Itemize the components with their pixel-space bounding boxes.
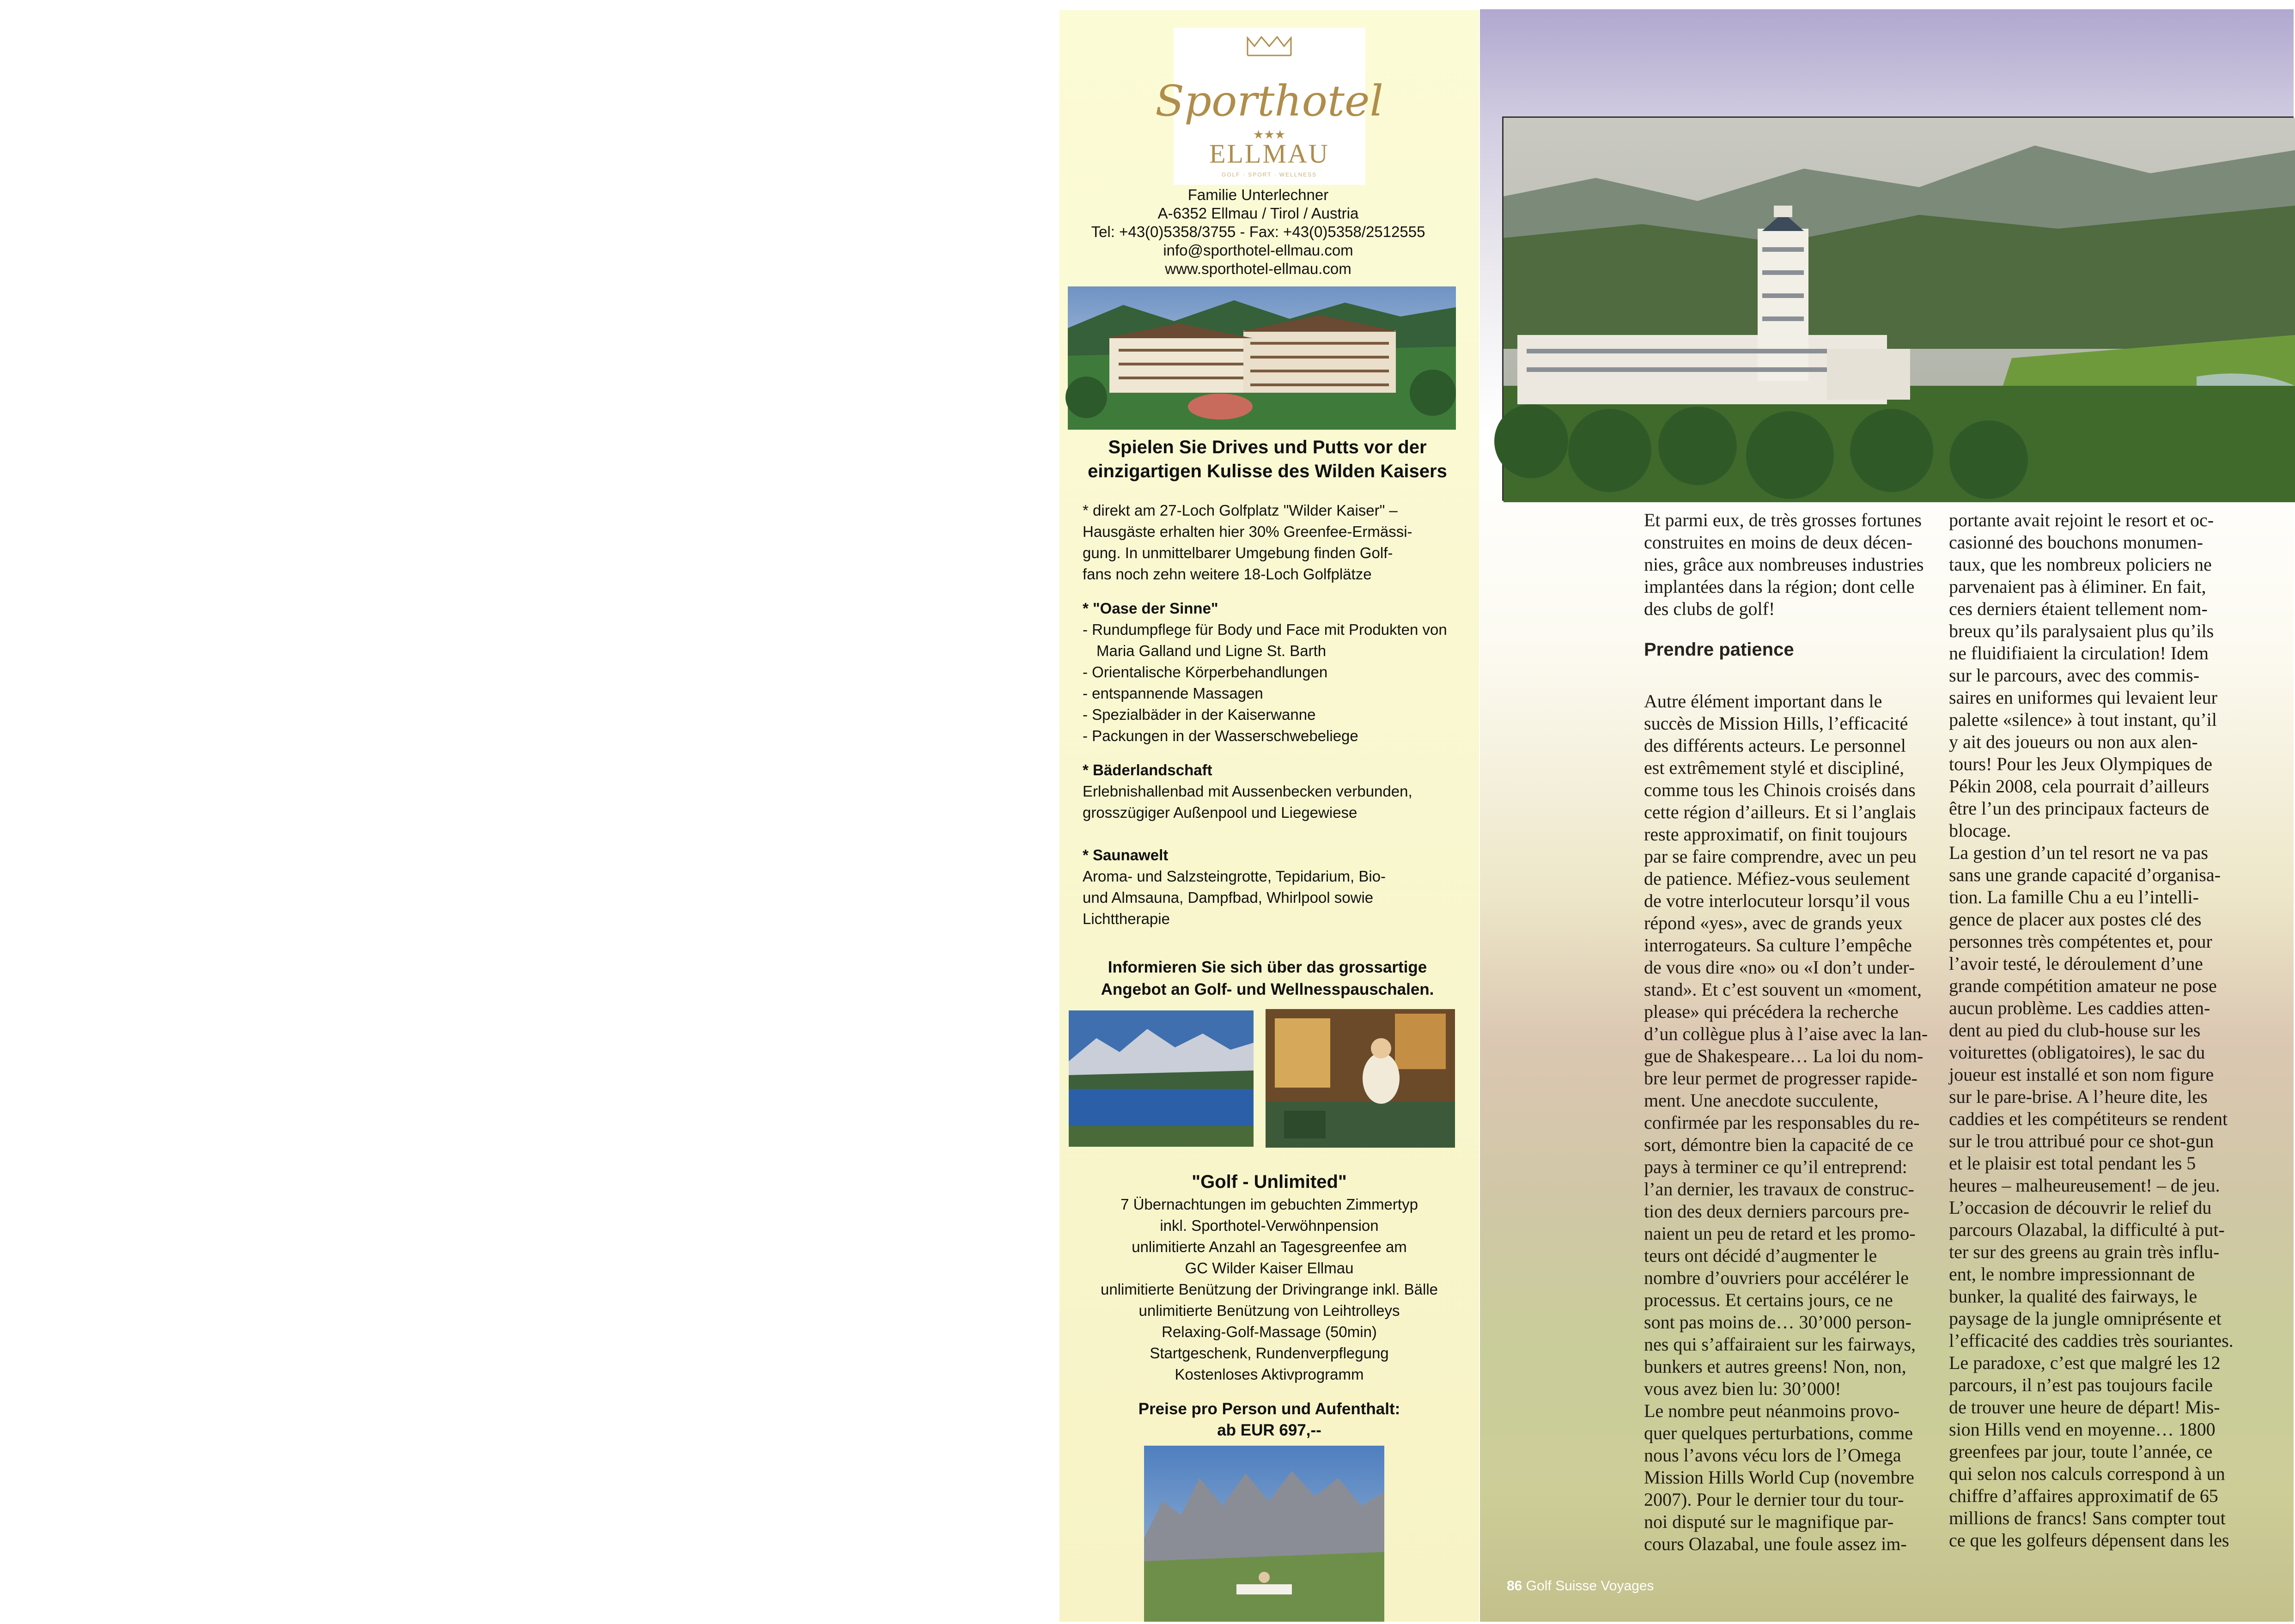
article-line: cours Olazabal, une foule assez im-	[1644, 1533, 1907, 1554]
article-line: parcours, il n’est pas toujours facile	[1949, 1375, 2213, 1395]
ad-headline	[1069, 435, 1466, 483]
feature-text-line: fans noch zehn weitere 18-Loch Golfplätze	[1083, 566, 1372, 583]
ad-headline-line: einzigartigen Kulisse des Wilden Kaisers	[1088, 461, 1447, 481]
article-line: comme tous les Chinois croisés dans	[1644, 779, 1916, 800]
offer-line: GC Wilder Kaiser Ellmau	[1185, 1259, 1354, 1277]
page-number: 86	[1507, 1578, 1522, 1594]
article-line: joueur est installé et son nom figure	[1949, 1064, 2214, 1085]
article-line: des différents acteurs. Le personnel	[1644, 735, 1906, 756]
article-line: construites en moins de deux décen-	[1644, 532, 1912, 553]
article-line: voiturettes (obligatoires), le sac du	[1949, 1042, 2205, 1063]
offer-line: unlimitierte Benützung von Leihtrolleys	[1138, 1302, 1400, 1319]
article-line: Et parmi eux, de très grosses fortunes	[1644, 510, 1922, 530]
article-line: ment. Une anecdote succulente,	[1644, 1090, 1879, 1111]
article-line: Mission Hills World Cup (novembre	[1644, 1467, 1914, 1488]
article-line: parvenaient pas à éliminer. En fait,	[1949, 576, 2206, 597]
ad-cta-line: Angebot an Golf- und Wellnesspauschalen.	[1101, 980, 1434, 998]
article-line: ter sur des greens au grain très influ-	[1949, 1241, 2220, 1262]
article-line: dent au pied du club-house sur les	[1949, 1020, 2201, 1040]
article-line: nombre d’ouvriers pour accélérer le	[1644, 1267, 1909, 1288]
article-line: interrogateurs. Sa culture l’empêche	[1644, 935, 1912, 955]
article-line: répond «yes», avec de grands yeux	[1644, 912, 1903, 933]
ad-cta-line: Informieren Sie sich über das grossartige	[1108, 958, 1427, 976]
article-line: sur le pare-brise. A l’heure dite, les	[1949, 1086, 2208, 1107]
logo-script-text: Sporthotel	[1155, 76, 1383, 126]
article-line: de votre interlocuteur lorsqu’il vous	[1644, 890, 1910, 911]
hotel-advertisement	[1059, 10, 1479, 1622]
article-subheading: Prendre patience	[1644, 639, 1794, 660]
article-line: sont pas moins de… 30’000 person-	[1644, 1312, 1911, 1332]
article-line: reste approximatif, on finit toujours	[1644, 824, 1907, 845]
article-line: tion. La famille Chu a eu l’intelli-	[1949, 887, 2199, 907]
offer-line: Startgeschenk, Rundenverpflegung	[1150, 1344, 1389, 1362]
article-line: pays à terminer ce qu’il entreprend:	[1644, 1156, 1907, 1177]
article-line: sur le parcours, avec des commis-	[1949, 665, 2200, 686]
article-line: est extrêmement stylé et discipliné,	[1644, 757, 1905, 778]
article-line: La gestion d’un tel resort ne va pas	[1949, 842, 2208, 863]
article-line: greenfees par jour, toute l’année, ce	[1949, 1441, 2213, 1462]
offer-line: Relaxing-Golf-Massage (50min)	[1162, 1323, 1377, 1340]
article-line: processus. Et certains jours, ce ne	[1644, 1289, 1893, 1310]
article-line: l’avoir testé, le déroulement d’une	[1949, 953, 2203, 974]
contact-line: Familie Unterlechner	[1187, 186, 1329, 203]
article-line: palette «silence» à tout instant, qu’il	[1949, 709, 2217, 730]
article-line: caddies et les compétiteurs se rendent	[1949, 1108, 2228, 1129]
offer-line: unlimitierte Anzahl an Tagesgreenfee am	[1132, 1238, 1407, 1255]
article-line: de patience. Méfiez-vous seulement	[1644, 868, 1910, 889]
article-line: gence de placer aux postes clé des	[1949, 909, 2202, 930]
article-line: ent, le nombre impressionnant de	[1949, 1264, 2195, 1284]
feature-golf	[1083, 500, 1471, 585]
feature-text-line: Aroma- und Salzsteingrotte, Tepidarium, Bio-	[1083, 868, 1386, 885]
article-line: vous avez bien lu: 30’000!	[1644, 1378, 1841, 1399]
feature-text-line: Hausgäste erhalten hier 30% Greenfee-Ermässi-	[1083, 523, 1412, 540]
article-line: naient un peu de retard et les promo-	[1644, 1223, 1916, 1244]
feature-list-item: - Spezialbäder in der Kaiserwanne	[1083, 706, 1316, 723]
article-line: bre leur permet de progresser rapide-	[1644, 1068, 1918, 1089]
price-label: Preise pro Person und Aufenthalt:	[1138, 1400, 1400, 1418]
article-line: d’un collègue plus à l’aise avec la lan-	[1644, 1023, 1928, 1044]
article-line: de trouver une heure de départ! Mis-	[1949, 1397, 2220, 1417]
ad-headline-line: Spielen Sie Drives und Putts vor der	[1108, 437, 1427, 457]
article-line: casionné des bouchons monumen-	[1949, 532, 2203, 553]
article-line: l’efficacité des caddies très souriantes.	[1949, 1330, 2234, 1351]
contact-line: Tel: +43(0)5358/3755 - Fax: +43(0)5358/2512555	[1091, 223, 1425, 240]
article-line: noi disputé sur le magnifique par-	[1644, 1511, 1894, 1532]
article-line: sans une grande capacité d’organisa-	[1949, 864, 2221, 885]
article-line: quer quelques perturbations, comme	[1644, 1423, 1913, 1443]
feature-list-item: - entspannende Massagen	[1083, 685, 1263, 702]
outdoor-pool-photo	[1069, 1010, 1254, 1147]
mission-hills-resort-photo	[1502, 116, 2294, 501]
article-line: Le nombre peut néanmoins provo-	[1644, 1400, 1900, 1421]
contact-line: A-6352 Ellmau / Tirol / Austria	[1157, 205, 1359, 222]
hotel-contact-block	[1059, 186, 1457, 278]
magazine-name: Golf Suisse Voyages	[1526, 1578, 1654, 1594]
logo-stars: ★★★	[1253, 128, 1285, 142]
offer-line: 7 Übernachtungen im gebuchten Zimmertyp	[1120, 1196, 1418, 1213]
article-line: please» qui précédera la recherche	[1644, 1001, 1899, 1022]
feature-text-line: * direkt am 27-Loch Golfplatz "Wilder Kaiser" –	[1083, 502, 1398, 519]
offer-line: unlimitierte Benützung der Drivingrange inkl. Bälle	[1100, 1281, 1438, 1298]
offer-line: inkl. Sporthotel-Verwöhnpension	[1160, 1217, 1379, 1234]
article-line: nies, grâce aux nombreuses industries	[1644, 554, 1924, 575]
article-line: nes qui s’affairaient sur les fairways,	[1644, 1334, 1916, 1355]
article-line: l’an dernier, les travaux de construc-	[1644, 1179, 1914, 1199]
article-line: grande compétition amateur ne pose	[1949, 975, 2217, 996]
article-line: ne fluidifiaient la circulation! Idem	[1949, 643, 2209, 663]
article-line: blocage.	[1949, 820, 2011, 841]
article-line: et le plaisir est total pendant les 5	[1949, 1153, 2196, 1174]
article-line: succès de Mission Hills, l’efficacité	[1644, 713, 1908, 734]
feature-oase-der-sinne	[1083, 598, 1471, 747]
ad-call-to-action	[1069, 956, 1466, 1001]
golf-unlimited-offer	[1059, 1170, 1479, 1385]
article-line: sur le trou attribué pour ce shot-gun	[1949, 1131, 2214, 1151]
article-line: gue de Shakespeare… La loi du nom-	[1644, 1046, 1924, 1066]
article-line: bunker, la qualité des fairways, le	[1949, 1286, 2198, 1307]
article-line: implantées dans la région; dont celle	[1644, 576, 1915, 597]
article-column-1	[1644, 509, 1940, 1555]
article-line: Pékin 2008, cela pourrait d’ailleurs	[1949, 776, 2210, 797]
feature-saunawelt	[1083, 845, 1471, 930]
article-line: stand». Et c’est souvent un «moment,	[1644, 979, 1922, 1000]
article-line: sion Hills vend en moyenne… 1800	[1949, 1419, 2216, 1440]
article-line: breux qu’ils paralysaient plus qu’ils	[1949, 620, 2214, 641]
hotel-exterior-photo	[1068, 286, 1456, 430]
mountain-massage-photo	[1144, 1446, 1384, 1622]
article-line: des clubs de golf!	[1644, 598, 1775, 619]
feature-text-line: grosszügiger Außenpool und Liegewiese	[1083, 804, 1358, 821]
feature-text-line: und Almsauna, Dampfbad, Whirlpool sowie	[1083, 889, 1374, 906]
feature-list-item: - Rundumpflege für Body und Face mit Produkten von Maria Galland und Ligne St. Barth	[1083, 621, 1447, 659]
article-line: par se faire comprendre, avec un peu	[1644, 846, 1917, 867]
article-line: L’occasion de découvrir le relief du	[1949, 1197, 2212, 1218]
article-page	[1480, 9, 2294, 1622]
article-column-2	[1949, 509, 2245, 1551]
logo-tagline: GOLF · SPORT · WELLNESS	[1221, 171, 1317, 178]
article-line: de vous dire «no» ou «I don’t under-	[1644, 957, 1915, 978]
article-line: cette région d’ailleurs. Et si l’anglais	[1644, 802, 1916, 822]
feature-list-item: - Packungen in der Wasserschwebeliege	[1083, 727, 1358, 744]
article-line: y ait des joueurs ou non aux alen-	[1949, 731, 2198, 752]
article-line: ces derniers étaient tellement nom-	[1949, 598, 2208, 619]
article-line: Autre élément important dans le	[1644, 691, 1882, 712]
spa-interior-photo	[1266, 1009, 1455, 1148]
feature-baederlandschaft	[1083, 760, 1471, 823]
offer-title: "Golf - Unlimited"	[1192, 1172, 1347, 1192]
article-line: tion des deux derniers parcours pre-	[1644, 1201, 1910, 1222]
article-line: paysage de la jungle omniprésente et	[1949, 1308, 2222, 1329]
article-line: teurs ont décidé d’augmenter le	[1644, 1245, 1877, 1266]
feature-title: * Bäderlandschaft	[1083, 761, 1212, 779]
feature-title: * Saunawelt	[1083, 846, 1169, 864]
article-line: chiffre d’affaires approximatif de 65	[1949, 1485, 2218, 1506]
price-value: ab EUR 697,--	[1217, 1421, 1321, 1439]
article-line: confirmée par les responsables du re-	[1644, 1112, 1920, 1133]
offer-line: Kostenloses Aktivprogramm	[1175, 1366, 1364, 1383]
article-line: portante avait rejoint le resort et oc-	[1949, 510, 2214, 530]
feature-list-item: - Orientalische Körperbehandlungen	[1083, 663, 1328, 681]
article-line: saires en uniformes qui levaient leur	[1949, 687, 2217, 708]
article-line: nous l’avons vécu lors de l’Omega	[1644, 1445, 1901, 1466]
feature-text-line: Erlebnishallenbad mit Aussenbecken verbunden,	[1083, 783, 1412, 800]
sporthotel-ellmau-logo	[1155, 28, 1383, 185]
article-line: parcours Olazabal, la difficulté à put-	[1949, 1219, 2225, 1240]
article-line: Le paradoxe, c’est que malgré les 12	[1949, 1352, 2221, 1373]
article-line: bunkers et autres greens! Non, non,	[1644, 1356, 1906, 1377]
article-line: aucun problème. Les caddies atten-	[1949, 998, 2210, 1018]
article-line: millions de francs! Sans compter tout	[1949, 1508, 2226, 1528]
article-line: heures – malheureusement! – de jeu.	[1949, 1175, 2220, 1196]
article-line: 2007). Pour le dernier tour du tour-	[1644, 1489, 1904, 1510]
article-line: personnes très compétentes et, pour	[1949, 931, 2212, 952]
feature-text-line: Lichttherapie	[1083, 910, 1170, 927]
feature-text-line: gung. In unmittelbarer Umgebung finden Golf-	[1083, 544, 1393, 561]
contact-website: www.sporthotel-ellmau.com	[1165, 260, 1351, 277]
logo-name-text: ELLMAU	[1209, 139, 1329, 169]
article-line: sort, démontre bien la capacité de ce	[1644, 1134, 1914, 1155]
article-line: tours! Pour les Jeux Olympiques de	[1949, 754, 2212, 774]
feature-title: * "Oase der Sinne"	[1083, 600, 1218, 617]
article-line: être l’un des principaux facteurs de	[1949, 798, 2210, 819]
article-line: taux, que les nombreux policiers ne	[1949, 554, 2212, 575]
page-footer	[1507, 1578, 1654, 1594]
article-line: qui selon nos calculs correspond à un	[1949, 1463, 2225, 1484]
contact-email: info@sporthotel-ellmau.com	[1163, 242, 1353, 259]
article-line: ce que les golfeurs dépensent dans les	[1949, 1530, 2229, 1551]
offer-price	[1059, 1399, 1479, 1441]
